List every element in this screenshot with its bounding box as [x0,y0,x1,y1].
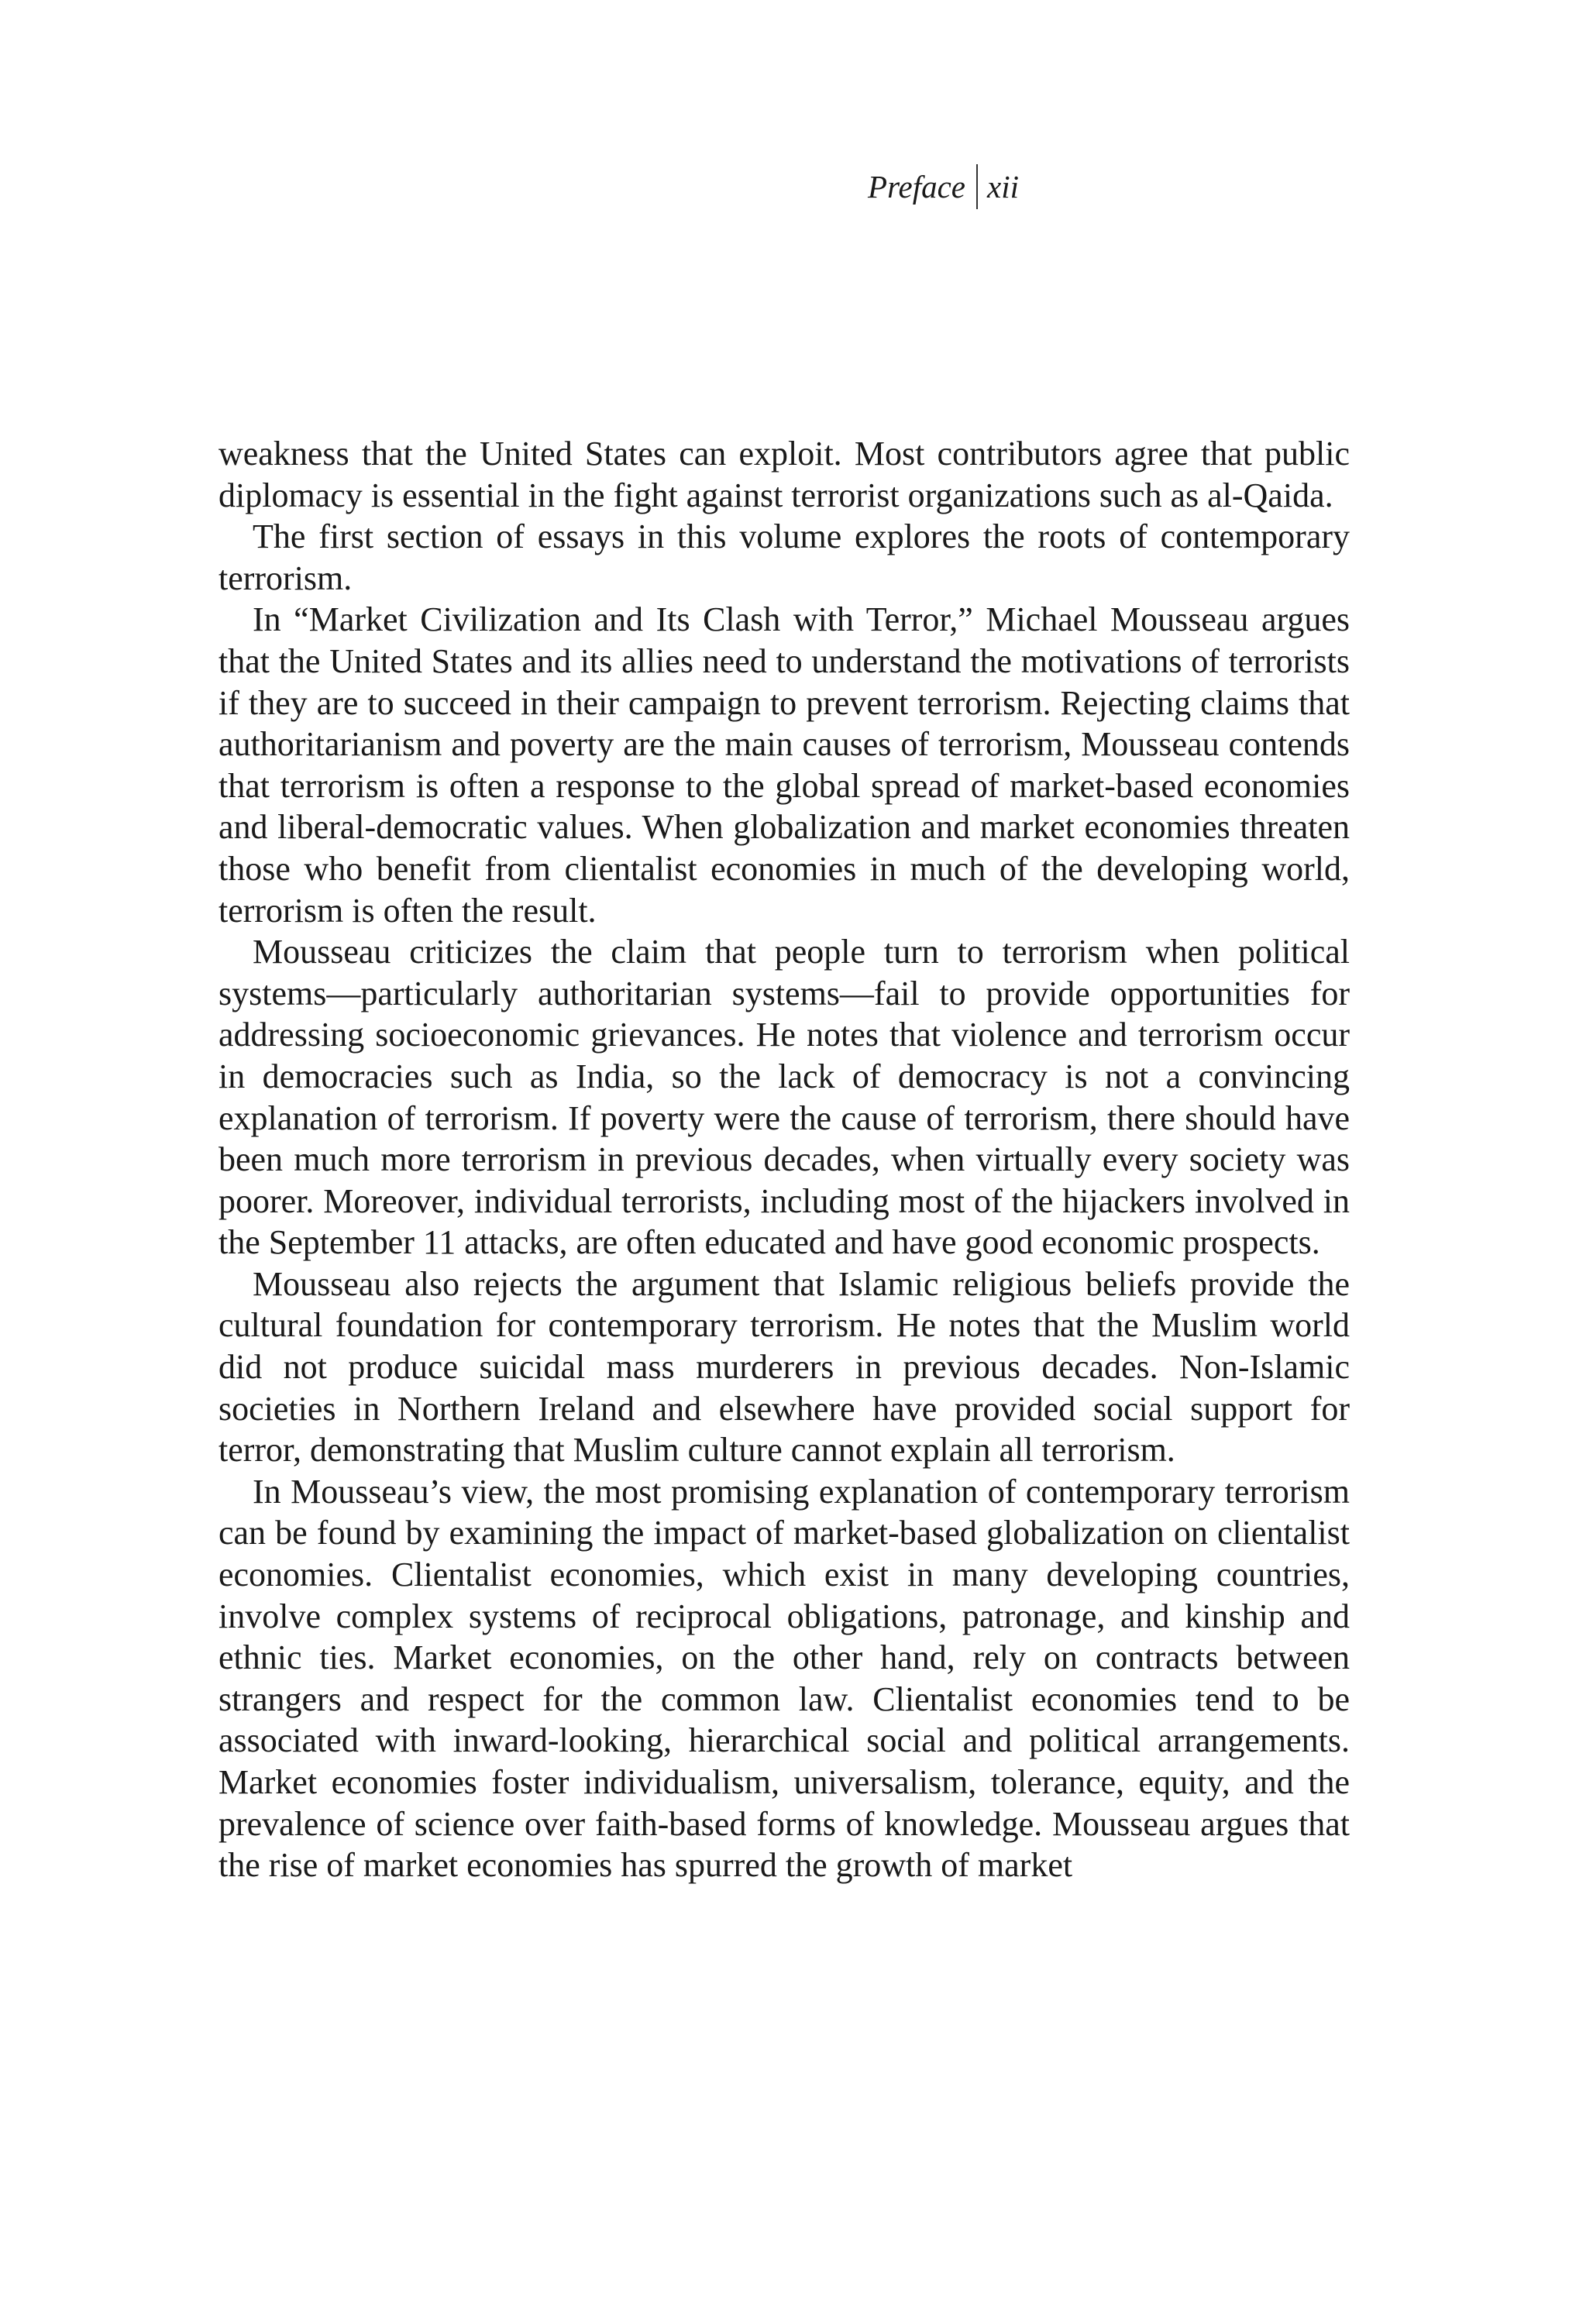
paragraph: In Mousseau’s view, the most promising explanation of contemporary terrorism can be found by examining the impact of market-based globalization on clientalist economies. Clientalist economies, which exist in many developing countries, involve complex systems of reciprocal obligations, patronage, and kinship and ethnic ties. Market economies, on the other hand, rely on contracts between strangers and respect for the common law. Clientalist economies tend to be associated with inward-looking, hierarchical social and political arrangements. Market economies foster individualism, universalism, tolerance, equity, and the prevalence of science over faith-based forms of knowledge. Mousseau argues that the rise of market economies has spurred the growth of market [218,1472,1350,1885]
page-number: xii [987,168,1019,205]
paragraph: Mousseau criticizes the claim that people turn to terrorism when political systems—particularly authoritarian systems—fail to provide opportunities for addressing socioeconomic grievances. He notes that violence and terrorism occur in democracies such as India, so the lack of democracy is not a convincing explanation of terrorism. If poverty were the cause of terrorism, there should have been much more terrorism in previous decades, when virtually every society was poorer. Moreover, individual terrorists, including most of the hijackers involved in the September 11 attacks, are often educated and have good economic prospects. [218,933,1350,1262]
running-head [868,164,1019,209]
running-head-divider [976,164,978,209]
body-text [218,433,1350,1886]
paragraph-continuation: weakness that the United States can exploit. Most contributors agree that public diplomacy is essential in the fight against terrorist organizations such as al-Qaida. [218,435,1350,514]
running-head-section: Preface [868,168,966,205]
paragraph: The first section of essays in this volume explores the roots of contemporary terrorism. [218,517,1350,597]
paragraph: In “Market Civilization and Its Clash with Terror,” Michael Mousseau argues that the United States and its allies need to understand the motivations of terrorists if they are to succeed in their campaign to prevent terrorism. Rejecting claims that authoritarianism and poverty are the main causes of terrorism, Mousseau contends that terrorism is often a response to the global spread of market-based economies and liberal-democratic values. When globalization and market economies threaten those who benefit from clientalist economies in much of the developing world, terrorism is often the result. [218,600,1350,930]
paragraph: Mousseau also rejects the argument that Islamic religious beliefs provide the cultural foundation for contemporary terrorism. He notes that the Muslim world did not produce suicidal mass murderers in previous decades. Non-Islamic societies in Northern Ireland and elsewhere have provided social support for terror, demonstrating that Muslim culture cannot explain all terrorism. [218,1264,1350,1470]
